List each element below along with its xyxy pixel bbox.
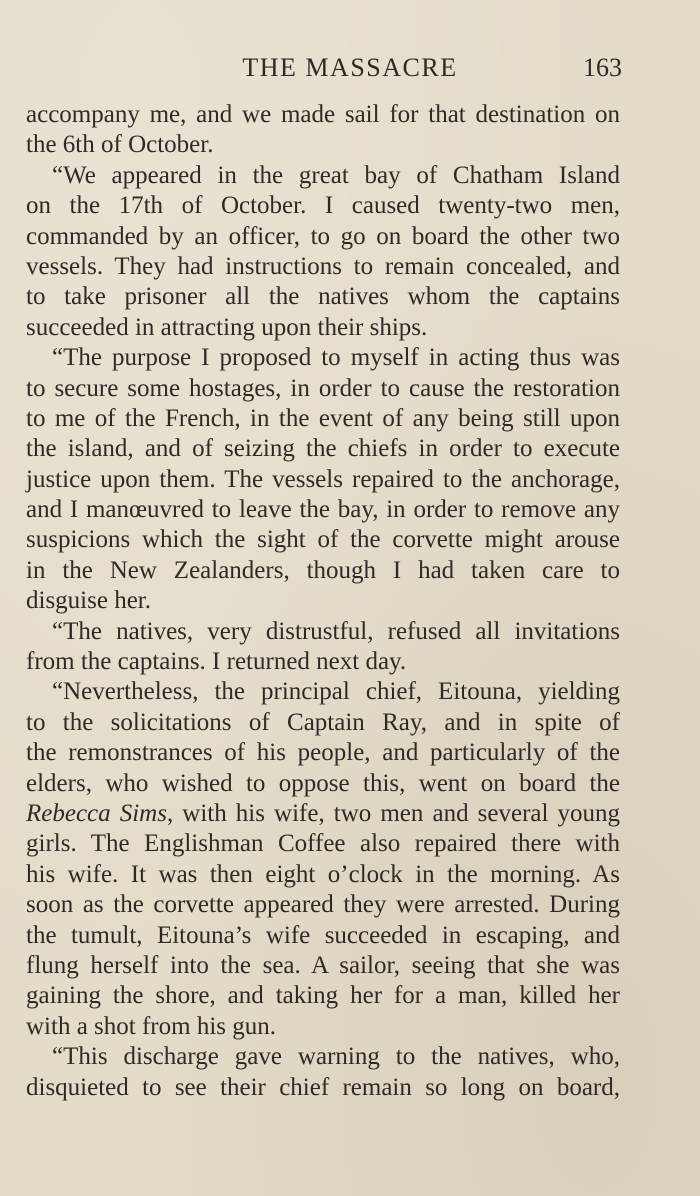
text-line: succeeded in attracting upon their ships.: [26, 313, 428, 341]
text-line: “Nevertheless, the principal chief, Eitouna, yielding: [52, 678, 620, 706]
text-line: to me of the French, in the event of any being still upon: [26, 404, 620, 432]
text-line: flung herself into the sea. A sailor, seeing that she was: [26, 951, 620, 979]
text-line: soon as the corvette appeared they were arrested. During: [26, 891, 620, 919]
text-line: [26, 799, 620, 829]
text-line: with a shot from his gun.: [26, 1012, 276, 1040]
text-line: “The natives, very distrustful, refused all invitations: [52, 617, 620, 645]
text-line: to take prisoner all the natives whom the captains: [26, 283, 620, 311]
text-line: “This discharge gave warning to the natives, who,: [52, 1043, 620, 1071]
text-line: the tumult, Eitouna’s wife succeeded in escaping, and: [26, 921, 620, 949]
text-line: suspicions which the sight of the corvette might arouse: [26, 526, 620, 554]
text-line-rest: , with his wife, two men and several young: [166, 799, 621, 827]
text-line: his wife. It was then eight o’clock in the morning. As: [26, 860, 620, 888]
text-line: to the solicitations of Captain Ray, and in spite of: [26, 708, 620, 736]
text-line: “The purpose I proposed to myself in acting thus was: [52, 344, 620, 372]
text-line: “We appeared in the great bay of Chatham Island: [52, 161, 620, 189]
text-line: the remonstrances of his people, and particularly of the: [26, 739, 620, 767]
ship-name: Rebecca Sims: [26, 799, 167, 827]
text-line: commanded by an officer, to go on board the other two: [26, 222, 620, 250]
text-line: vessels. They had instructions to remain concealed, and: [26, 252, 620, 280]
text-line: to secure some hostages, in order to cause the restoration: [26, 374, 620, 402]
text-line: from the captains. I returned next day.: [26, 648, 407, 676]
text-line: the 6th of October.: [26, 131, 214, 159]
text-line: gaining the shore, and taking her for a man, killed her: [26, 982, 620, 1010]
body-text: [26, 100, 620, 1103]
text-line: on the 17th of October. I caused twenty-two men,: [26, 192, 620, 220]
running-head: [0, 50, 700, 86]
running-title: THE MASSACRE: [242, 53, 458, 82]
page-number: 163: [583, 53, 622, 82]
text-line: and I manœuvred to leave the bay, in order to remove any: [26, 496, 620, 524]
text-line: accompany me, and we made sail for that destination on: [26, 101, 620, 128]
text-line: justice upon them. The vessels repaired to the anchorage,: [26, 465, 620, 493]
text-line: the island, and of seizing the chiefs in order to execute: [26, 435, 620, 463]
text-line: disguise her.: [26, 587, 151, 615]
text-line: elders, who wished to oppose this, went on board the: [26, 769, 620, 797]
text-line: disquieted to see their chief remain so long on board,: [26, 1073, 620, 1101]
text-line: girls. The Englishman Coffee also repaired there with: [26, 830, 620, 858]
text-line: in the New Zealanders, though I had taken care to: [26, 556, 620, 584]
